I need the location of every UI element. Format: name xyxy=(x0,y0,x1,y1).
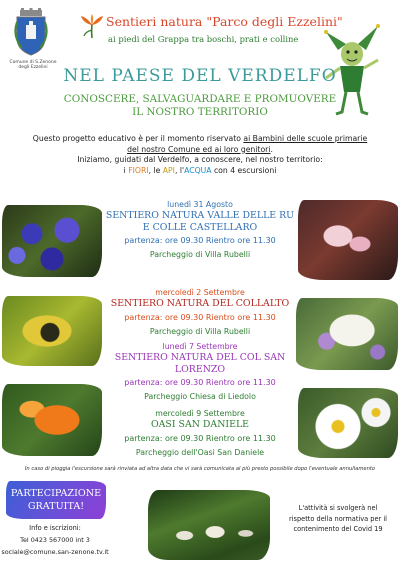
badge-line2: GRATUITA! xyxy=(27,501,85,512)
header-title: Sentieri natura "Parco degli Ezzelini" xyxy=(106,14,343,29)
event-date: mercoledì 2 Settembre xyxy=(155,288,245,297)
main-title: NEL PAESE DEL VERDELFO xyxy=(63,66,337,86)
intro-p1-target: ai Bambini delle scuole primarie del nostro Comune ed ai loro genitori xyxy=(127,134,368,154)
event-time: partenza: ore 09.30 Rientro ore 11.30 xyxy=(124,433,276,443)
event-title-line1: SENTIERO NATURA DEL COLLALTO xyxy=(110,298,290,309)
covid-line1: L'attività si svolgerà nel xyxy=(298,504,378,512)
crest-caption: Comune di S.Zenone degli Ezzelini xyxy=(9,60,57,70)
main-subtitle-line2: IL NOSTRO TERRITORIO xyxy=(132,106,268,118)
intro-paragraph-1 xyxy=(30,134,370,155)
contact-phone: Tel 0423 567000 int 3 xyxy=(20,536,90,544)
intro-text xyxy=(30,134,370,176)
keyword-water: ACQUA xyxy=(184,165,212,175)
event-2 xyxy=(104,288,296,337)
intro-paragraph-3 xyxy=(30,166,370,177)
event-date: lunedì 7 Settembre xyxy=(162,342,238,351)
photo-bee-on-flower xyxy=(2,296,102,366)
event-place: Parcheggio di Villa Rubelli xyxy=(149,250,251,259)
event-time: partenza: ore 09.30 Rientro ore 11.30 xyxy=(124,378,276,387)
event-date: lunedì 31 Agosto xyxy=(167,200,233,209)
photo-children-hiking xyxy=(148,490,270,560)
photo-blue-flowers xyxy=(2,205,102,277)
photo-pink-lily xyxy=(298,200,398,280)
intro-paragraph-2: Iniziamo, guidati dal Verdelfo, a conoscere, nel nostro territorio: xyxy=(77,155,323,164)
free-participation-badge xyxy=(6,481,106,519)
info-label: Info e iscrizioni: xyxy=(29,524,81,532)
intro-p3-c: , l' xyxy=(174,165,185,175)
contact-email: sociale@comune.san-zenone.tv.it xyxy=(1,548,109,556)
keyword-flowers: FIORI xyxy=(128,165,149,175)
covid-line3: contenimento del Covid 19 xyxy=(293,525,383,533)
badge-line1: PARTECIPAZIONE xyxy=(10,488,102,499)
event-title-line1: SENTIERO NATURA DEL COL SAN LORENZO xyxy=(114,352,286,375)
main-subtitle-line1: CONOSCERE, SALVAGUARDARE E PROMUOVERE xyxy=(63,93,337,105)
photo-orange-lily xyxy=(2,384,102,456)
event-place: Parcheggio dell'Oasi San Daniele xyxy=(135,447,265,457)
event-3 xyxy=(104,342,296,402)
lily-flower-logo-icon xyxy=(80,14,104,40)
intro-p3-a: i xyxy=(123,165,129,175)
event-place: Parcheggio di Villa Rubelli xyxy=(149,326,251,336)
municipal-crest-icon xyxy=(14,8,48,56)
event-date: mercoledì 9 Settembre xyxy=(155,409,245,418)
photo-white-daisies xyxy=(298,388,398,458)
main-subtitle xyxy=(0,93,400,119)
event-title-line1: SENTIERO NATURA VALLE DELLE RU xyxy=(105,210,295,221)
event-title-line2: E COLLE CASTELLARO xyxy=(142,221,258,233)
event-place: Parcheggio Chiesa di Liedolo xyxy=(144,392,256,401)
event-time: partenza: ore 09.30 Rientro ore 11.30 xyxy=(124,312,276,322)
header-subtitle: ai piedi del Grappa tra boschi, prati e colline xyxy=(108,34,299,44)
event-1 xyxy=(104,200,296,260)
covid-notice xyxy=(280,503,396,535)
covid-line2: rispetto della normativa per il xyxy=(288,514,387,523)
intro-p3-d: con 4 escursioni xyxy=(211,165,277,175)
photo-butterfly xyxy=(296,298,398,370)
rain-notice: In caso di pioggia l'escursione sarà rinviata ad altra data che vi sarà comunicata al più presto possibile dopo l'eventuale annullamento xyxy=(24,466,376,472)
event-time: partenza: ore 09.30 Rientro ore 11.30 xyxy=(124,236,276,245)
event-title-line1: OASI SAN DANIELE xyxy=(150,419,250,430)
intro-p1-c: . xyxy=(270,144,273,154)
event-4 xyxy=(104,409,296,458)
intro-p3-b: , le xyxy=(148,165,163,175)
keyword-bees: API xyxy=(162,165,175,175)
intro-p1-a: Questo progetto educativo è per il momento riservato xyxy=(32,134,244,143)
